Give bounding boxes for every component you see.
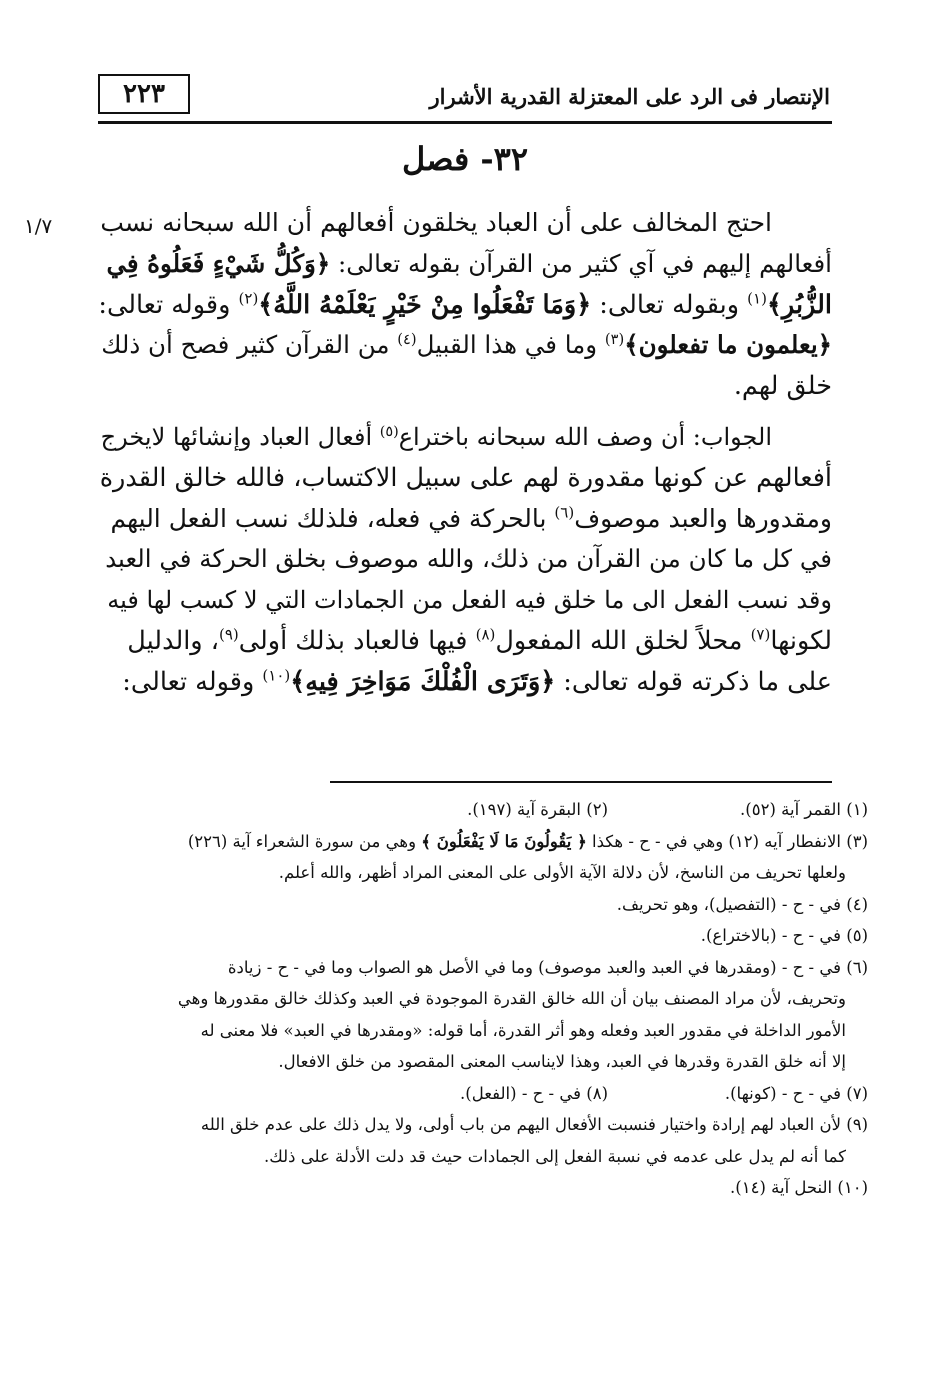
footnote-ref: (٥) <box>379 423 399 440</box>
footnote-6: (٦) في - ح - (ومقدرها في العبد والعبد موصوف) وما في الأصل هو الصواب وما في - ح - زيادة <box>227 957 868 977</box>
footnote-divider <box>330 781 832 783</box>
quran-quote: ﴿يعلمون ما تفعلون﴾ <box>624 330 832 360</box>
footnote-3: (٣) الانفطار آيه (١٢) وهي في - ح - هكذا ﴿ يَقُولُونَ مَا لَا يَفْعَلُونَ ﴾ وهي من سورة الشعراء آية (٢٢٦) <box>187 831 868 851</box>
footnote-3-continued: ولعلها تحريف من الناسخ، لأن دلالة الآية الأولى على المعنى المراد أظهر، والله أعلم. <box>278 863 846 882</box>
footnote-ref: (٣) <box>604 331 625 349</box>
footnote-8: (٨) في - ح - (الفعل). <box>460 1083 608 1103</box>
footnote-9: (٩) لأن العباد لهم إرادة واختيار فنسبت الأفعال اليهم من باب أولى، ولا يدل ذلك على عدم خلق الله <box>200 1115 868 1134</box>
text-line: لكونها$^{(٧)}$ محلاً لخلق الله المفعول$^{(٨)}$ فيها فالعباد بذلك أولى$^{(٩)}$، والدليل <box>127 625 832 656</box>
footnote-10: (١٠) النحل آية (١٤). <box>730 1178 868 1197</box>
footnote-1: (١) القمر آية (٥٢). <box>740 800 868 819</box>
footnote-line <box>98 1078 868 1110</box>
main-text <box>98 203 832 703</box>
paragraph-answer <box>98 417 832 703</box>
section-heading: ٣٢- فصل <box>401 140 529 178</box>
text-line: الجواب: أن وصف الله سبحانه باختراع$^{(٥)}$ أفعال العباد وإنشائها لايخرج <box>100 422 772 451</box>
text-line: أفعالهم إليهم في آي كثير من القرآن بقوله تعالى: ﴿وَكُلُّ شَيْءٍ فَعَلُوهُ فِي <box>106 248 832 278</box>
footnote-6-continued: إلا أنه خلق القدرة وقدرها في العبد، وهذا لايناسب المعنى المقصود من خلق الافعال. <box>278 1052 846 1071</box>
text-line: ﴿يعلمون ما تفعلون﴾$^{(٣)}$ وما في هذا القبيل$^{(٤)}$ من القرآن كثير فصح أن ذلك <box>101 330 832 360</box>
manuscript-folio-mark: ١/٧ <box>24 214 53 238</box>
footnote-ref: (١٠) <box>262 666 291 685</box>
quran-quote: ﴿وَكُلُّ شَيْءٍ فَعَلُوهُ فِي <box>106 248 331 278</box>
footnote-ref: (٢) <box>238 289 259 308</box>
footnote-ref: (٩) <box>218 625 239 644</box>
footnote-ref: (٤) <box>397 331 417 349</box>
footnote-line <box>98 794 868 826</box>
footnote-6-continued: وتحريف، لأن مراد المصنف بيان أن الله خالق القدرة الموجودة في العبد وكذلك خالق مقدورها وهي <box>177 989 846 1008</box>
paragraph-argument <box>98 203 832 407</box>
quran-quote: ﴿ يَقُولُونَ مَا لَا يَفْعَلُونَ ﴾ <box>421 831 587 851</box>
quran-quote: ﴿وَمَا تَفْعَلُوا مِنْ خَيْرٍ يَعْلَمْهُ اللَّهُ﴾ <box>258 289 592 320</box>
text-line: ومقدورها والعبد موصوف$^{(٦)}$ بالحركة في فعله، فلذلك نسب الفعل اليهم <box>110 503 832 533</box>
page-number: ٢٢٣ <box>98 74 190 114</box>
quran-quote: ﴿وَتَرَى الْفُلْكَ مَوَاخِرَ فِيهِ﴾ <box>290 666 556 697</box>
footnote-4: (٤) في - ح - (التفصيل)، وهو تحريف. <box>616 894 868 914</box>
quran-quote: الزُّبُرِ﴾ <box>766 289 832 320</box>
text-line: على ما ذكرته قوله تعالى: ﴿وَتَرَى الْفُلْكَ مَوَاخِرَ فِيهِ﴾$^{(١٠)}$ وقوله تعالى: <box>122 666 832 697</box>
text-line: أفعالهم عن كونها مقدورة لهم على سبيل الاكتساب، فالله خالق القدرة <box>99 462 832 493</box>
footnote-ref: (٦) <box>554 503 575 522</box>
footnote-5: (٥) في - ح - (بالاختراع). <box>700 926 868 945</box>
footnote-ref: (٧) <box>750 625 771 644</box>
text-line: وقد نسب الفعل الى ما خلق فيه الفعل من الجمادات التي لا كسب لها فيه <box>107 586 832 615</box>
footnote-ref: (٨) <box>475 625 496 644</box>
header-divider <box>98 121 832 124</box>
text-line: خلق لهم. <box>733 371 832 402</box>
footnote-6-continued: الأمور الداخلة في مقدور العبد وفعله وهو أثر القدرة، أما قوله: «ومقدرها في العبد» فلا معنى له <box>200 1020 846 1040</box>
footnote-9-continued: كما أنه لم يدل على عدمه في نسبة الفعل إلى الجمادات حيث قد دلت الأدلة على ذلك. <box>263 1146 846 1166</box>
running-header-title: الإنتصار فى الرد على المعتزلة القدرية الأشرار <box>429 84 830 109</box>
text-line: الزُّبُرِ﴾$^{(١)}$ وبقوله تعالى: ﴿وَمَا تَفْعَلُوا مِنْ خَيْرٍ يَعْلَمْهُ اللَّهُ﴾$^{(٢)}$ وقوله تعالى: <box>98 289 832 320</box>
footnote-ref: (١) <box>747 289 767 308</box>
text-line: في كل ما كان من القرآن من ذلك، والله موصوف بخلق الحركة في العبد <box>105 544 832 574</box>
footnotes <box>98 794 868 1204</box>
text-line: احتج المخالف على أن العباد يخلقون أفعالهم أن الله سبحانه نسب <box>100 208 772 237</box>
footnote-7: (٧) في - ح - (كونها). <box>724 1083 868 1103</box>
footnote-2: (٢) البقرة آية (١٩٧). <box>467 800 608 819</box>
